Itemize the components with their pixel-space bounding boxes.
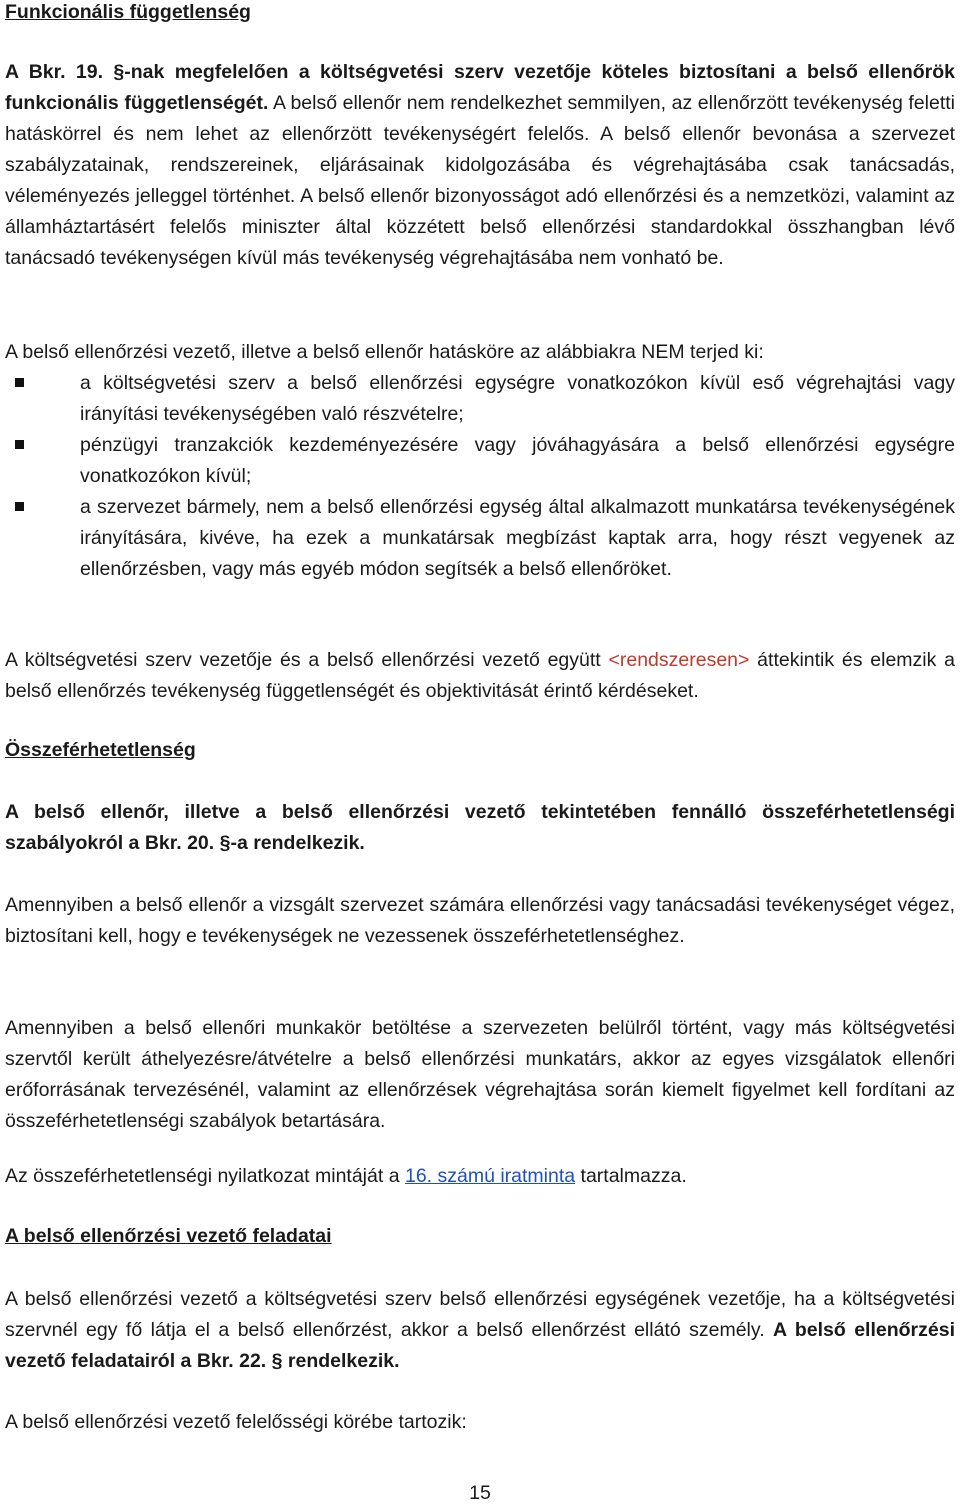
- page-number: 15: [469, 1482, 491, 1504]
- paragraph-internal-recruitment: Amennyiben a belső ellenőri munkakör betöltése a szervezeten belülről történt, vagy más költségvetési szervtől került áthelyezésre/átvételre a belső ellenőrzési munkatárs, akkor az egyes vizsgálatok ellenőri erőforrásának tervezésénél, valamint az ellenőrzések végrehajtása során kiemelt figyelmet kell fordítani az összeférhetetlenségi szabályok betartására.: [5, 1017, 955, 1132]
- paragraph-declaration-template: Az összeférhetetlenségi nyilatkozat mintáját a 16. számú iratminta tartalmazza.: [5, 1165, 687, 1187]
- list-item: a szervezet bármely, nem a belső ellenőrzési egység által alkalmazott munkatársa tevékenységének irányítására, kivéve, ha ezek a munkatársak megbízást kaptak arra, hogy részt vegyenek az ellenőrzésben, vagy más egyéb módon segítsék a belső ellenőröket.: [5, 492, 955, 585]
- square-bullet-icon: [15, 378, 24, 387]
- list-item: a költségvetési szerv a belső ellenőrzési egységre vonatkozókon kívül eső végrehajtási vagy irányítási tevékenységében való részvételre;: [5, 368, 955, 430]
- paragraph-advisory-activity: Amennyiben a belső ellenőr a vizsgált szervezet számára ellenőrzési vagy tanácsadási tevékenységet végez, biztosítani kell, hogy e tevékenységek ne vezessenek összeférhetetlenséghez.: [5, 894, 955, 947]
- restrictions-list: [5, 368, 955, 585]
- square-bullet-icon: [15, 440, 24, 449]
- bkr-19-reference: A Bkr. 19. §-nak megfelelően a költségvetési szerv vezetője köteles biztosítani a belső ellenőrök funkcionális függetlenségét.: [5, 61, 955, 114]
- template-16-link[interactable]: 16. számú iratminta: [404, 1165, 576, 1187]
- square-bullet-icon: [15, 502, 24, 511]
- paragraph-functional-independence: [5, 57, 955, 274]
- section-heading-head-tasks: A belső ellenőrzési vezető feladatai: [5, 1225, 332, 1247]
- paragraph-head-definition: A belső ellenőrzési vezető a költségvetési szerv belső ellenőrzési egységének vezetője, ha a költségvetési szervnél egy fő látja el a belső ellenőrzést, akkor a belső ellenőrzést ellátó személy. A belső ellenőrzési vezető feladatairól a Bkr. 22. § rendelkezik.: [5, 1288, 955, 1372]
- paragraph-incompatibility-rules: A belső ellenőr, illetve a belső ellenőrzési vezető tekintetében fennálló összeférhetetlenségi szabályokról a Bkr. 20. §-a rendelkezik.: [5, 801, 955, 854]
- paragraph-regular-review: A költségvetési szerv vezetője és a belső ellenőrzési vezető együtt <rendszeresen> áttekintik és elemzik a belső ellenőrzés tevékenység függetlenségét és objektivitását érintő kérdéseket.: [5, 649, 955, 702]
- regularity-placeholder: <rendszeresen>: [608, 649, 750, 671]
- paragraph-functional-independence-text: A belső ellenőr nem rendelkezhet semmilyen, az ellenőrzött tevékenység feletti hatáskörrel és nem lehet az ellenőrzött tevékenységért felelős. A belső ellenőr bevonása a szervezet szabályzatainak, rendszereinek, eljárásainak kidolgozásába és végrehajtásába csak tanácsadás, véleményezés jelleggel történhet. A belső ellenőr bizonyosságot adó ellenőrzési és a nemzetközi, valamint az államháztartásért felelős miniszter által közzétett belső ellenőrzési standardokkal összhangban lévő tanácsadó tevékenységen kívül más tevékenység végrehajtásába nem vonható be.: [5, 92, 956, 269]
- bkr-22-reference: A belső ellenőrzési vezető feladatairól a Bkr. 22. § rendelkezik.: [5, 1319, 955, 1372]
- section-heading-functional-independence: Funkcionális függetlenség: [5, 1, 251, 23]
- paragraph-responsibilities-intro: A belső ellenőrzési vezető felelősségi körébe tartozik:: [5, 1411, 467, 1433]
- list-item: pénzügyi tranzakciók kezdeményezésére vagy jóváhagyására a belső ellenőrzési egységre vonatkozókon kívül;: [5, 430, 955, 492]
- list-intro: A belső ellenőrzési vezető, illetve a belső ellenőr hatásköre az alábbiakra NEM terjed ki:: [5, 341, 764, 363]
- section-heading-incompatibility: Összeférhetetlenség: [5, 739, 196, 761]
